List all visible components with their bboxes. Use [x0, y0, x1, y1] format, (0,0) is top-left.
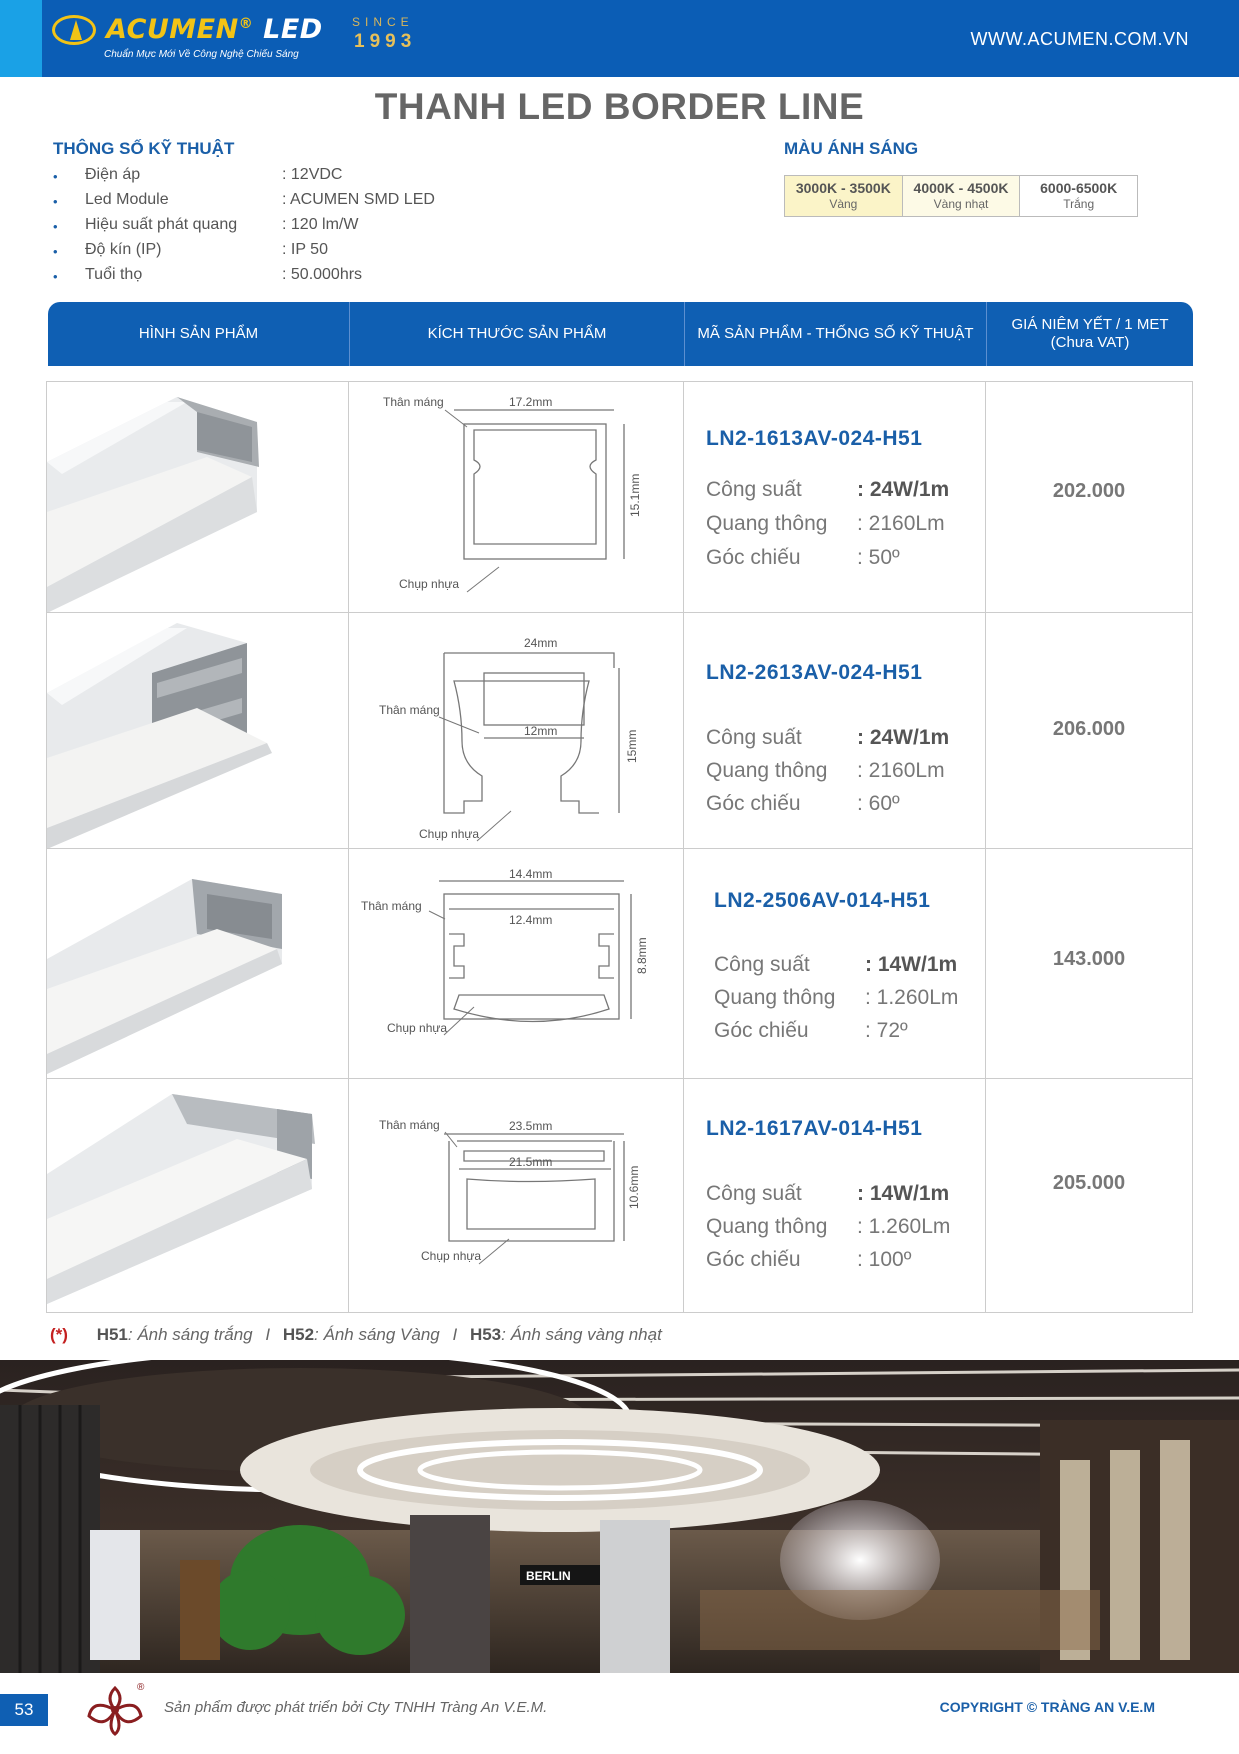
svg-text:BERLIN: BERLIN — [526, 1569, 571, 1583]
angle-spec: Góc chiếu : 50º — [706, 546, 900, 569]
svg-text:12mm: 12mm — [524, 724, 558, 738]
svg-text:Chụp nhựa: Chụp nhựa — [399, 577, 460, 591]
product-spec-cell — [684, 613, 986, 848]
bullet-icon: • — [53, 219, 58, 234]
svg-text:15mm: 15mm — [625, 729, 639, 763]
color-swatch-warm: 3000K - 3500K Vàng — [785, 176, 903, 216]
flux-spec: Quang thông : 1.260Lm — [714, 986, 959, 1009]
light-color-heading: MÀU ÁNH SÁNG — [784, 139, 919, 158]
power-spec: Công suất : 24W/1m — [706, 478, 950, 501]
svg-text:12.4mm: 12.4mm — [509, 913, 553, 927]
svg-text:15.1mm: 15.1mm — [628, 473, 642, 517]
copyright: COPYRIGHT © TRÀNG AN V.E.M — [939, 1699, 1155, 1715]
product-spec-cell — [684, 382, 986, 612]
product-image — [47, 849, 349, 1078]
svg-text:17.2mm: 17.2mm — [509, 395, 553, 409]
light-color-swatches — [784, 175, 1138, 217]
price: 205.000 — [1052, 1172, 1126, 1194]
flux-spec: Quang thông : 1.260Lm — [706, 1215, 951, 1238]
svg-text:8.8mm: 8.8mm — [635, 937, 649, 974]
col-header-dimensions: KÍCH THƯỚC SẢN PHẨM — [350, 302, 685, 366]
dimension-drawing — [349, 1079, 684, 1312]
svg-text:®: ® — [137, 1682, 145, 1693]
table-row — [47, 849, 1192, 1079]
bullet-icon: • — [53, 269, 58, 284]
svg-text:Chụp nhựa: Chụp nhựa — [419, 827, 480, 841]
page-title: THANH LED BORDER LINE — [374, 86, 865, 127]
acumen-logo[interactable] — [52, 12, 323, 67]
color-swatch-neutral: 4000K - 4500K Vàng nhạt — [903, 176, 1021, 216]
svg-text:Thân máng: Thân máng — [379, 703, 440, 717]
product-image — [47, 382, 349, 612]
dimension-drawing — [349, 849, 684, 1078]
angle-spec: Góc chiếu : 100º — [706, 1248, 912, 1271]
product-image — [47, 613, 349, 848]
bullet-icon: • — [53, 194, 58, 209]
price-cell — [986, 613, 1192, 848]
dimension-drawing — [349, 382, 684, 612]
since-year: 1993 — [354, 31, 417, 52]
price-cell — [986, 849, 1192, 1078]
developer-credit: Sản phẩm được phát triển bởi Cty TNHH Tràng An V.E.M. — [164, 1699, 548, 1716]
header-accent-strip — [0, 0, 42, 77]
svg-text:14.4mm: 14.4mm — [509, 867, 553, 881]
product-code: LN2-1613AV-024-H51 — [706, 427, 923, 450]
svg-text:Thân máng: Thân máng — [383, 395, 444, 409]
price: 143.000 — [1052, 948, 1126, 970]
color-swatch-cool: 6000-6500K Trắng — [1020, 176, 1137, 216]
power-spec: Công suất : 14W/1m — [714, 953, 958, 976]
spec-heading: THÔNG SỐ KỸ THUẬT — [53, 139, 235, 158]
flux-spec: Quang thông : 2160Lm — [706, 512, 945, 535]
product-spec-cell — [684, 849, 986, 1078]
flux-spec: Quang thông : 2160Lm — [706, 759, 945, 782]
col-header-code: MÃ SẢN PHẨM - THỐNG SỐ KỸ THUẬT — [685, 302, 987, 366]
table-row — [47, 382, 1192, 613]
price-cell — [986, 1079, 1192, 1312]
power-spec: Công suất : 14W/1m — [706, 1182, 950, 1205]
power-spec: Công suất : 24W/1m — [706, 726, 950, 749]
product-code: LN2-1617AV-014-H51 — [706, 1117, 923, 1140]
acumen-logo-icon — [52, 15, 96, 45]
logo-brand: ACUMEN® LED — [106, 14, 323, 45]
svg-text:Thân máng: Thân máng — [361, 899, 422, 913]
svg-text:24mm: 24mm — [524, 636, 558, 650]
dimension-drawing — [349, 613, 684, 848]
product-spec-cell — [684, 1079, 986, 1312]
price: 206.000 — [1052, 718, 1126, 740]
angle-spec: Góc chiếu : 60º — [706, 792, 900, 815]
price-cell — [986, 382, 1192, 612]
col-header-image: HÌNH SẢN PHẨM — [48, 302, 350, 366]
price: 202.000 — [1052, 480, 1126, 502]
page-number: 53 — [0, 1694, 48, 1726]
table-row — [47, 613, 1192, 849]
col-header-price: GIÁ NIÊM YẾT / 1 MET (Chưa VAT) — [1011, 316, 1169, 351]
logo-tagline: Chuẩn Mực Mới Về Công Nghệ Chiếu Sáng — [104, 49, 299, 60]
product-code: LN2-2613AV-024-H51 — [706, 661, 923, 684]
svg-text:Chụp nhựa: Chụp nhựa — [421, 1249, 482, 1263]
trang-an-logo — [82, 1680, 148, 1736]
svg-text:10.6mm: 10.6mm — [627, 1165, 641, 1209]
bullet-icon: • — [53, 169, 58, 184]
svg-text:Thân máng: Thân máng — [379, 1118, 440, 1132]
table-row — [47, 1079, 1192, 1312]
since-label: SINCE — [352, 15, 414, 29]
bullet-icon: • — [53, 244, 58, 259]
light-code-note: (*) H51: Ánh sáng trắng I H52: Ánh sáng Vàng I H53: Ánh sáng vàng nhạt — [50, 1325, 662, 1344]
product-table — [46, 381, 1193, 1313]
svg-text:21.5mm: 21.5mm — [509, 1155, 553, 1169]
installation-photo — [0, 1360, 1239, 1673]
product-table-header — [48, 302, 1193, 366]
svg-text:Chụp nhựa: Chụp nhựa — [387, 1021, 448, 1035]
page-header — [0, 0, 1239, 77]
product-code: LN2-2506AV-014-H51 — [714, 889, 931, 912]
svg-text:23.5mm: 23.5mm — [509, 1119, 553, 1133]
angle-spec: Góc chiếu : 72º — [714, 1019, 908, 1042]
product-image — [47, 1079, 349, 1312]
website-link[interactable]: WWW.ACUMEN.COM.VN — [970, 29, 1189, 49]
